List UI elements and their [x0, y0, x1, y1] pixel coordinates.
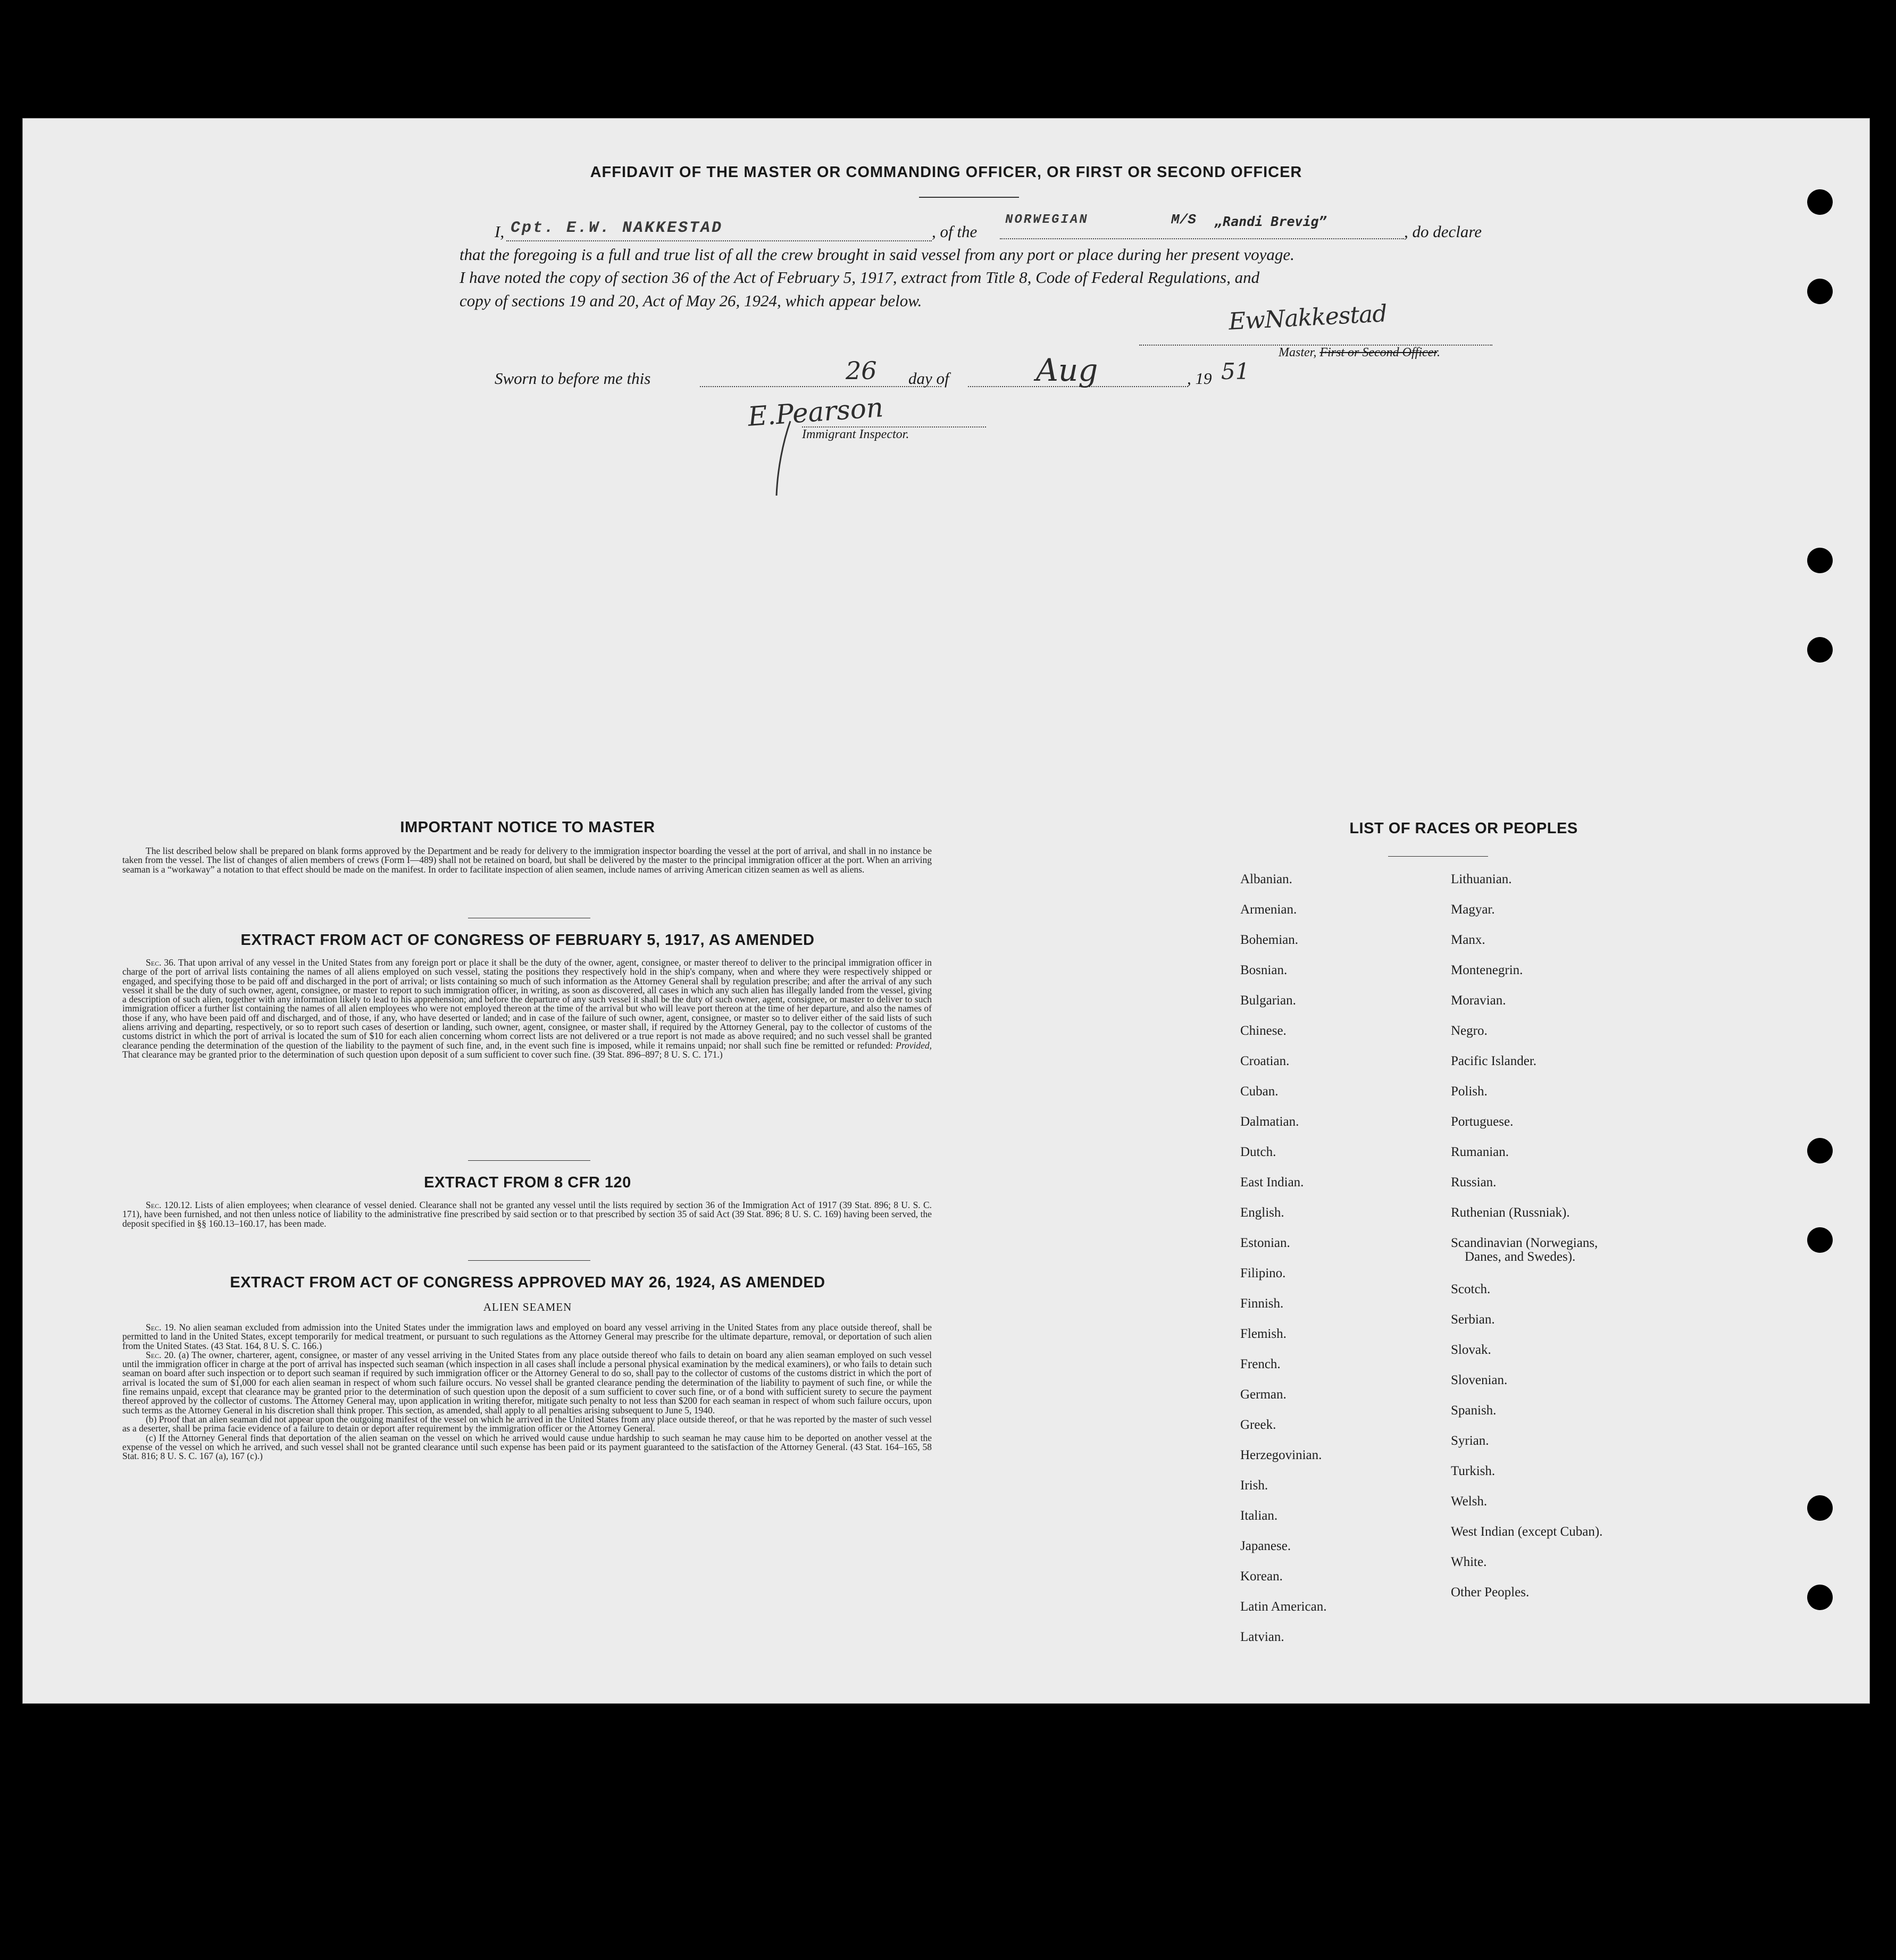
sec-20-label: Sec. 20.: [146, 1349, 176, 1360]
race-item-right: Polish.: [1451, 1084, 1488, 1099]
race-item-right: Slovak.: [1451, 1343, 1491, 1357]
race-item-left: Irish.: [1240, 1478, 1268, 1493]
races-divider: [1388, 856, 1488, 857]
day-of-label: day of: [908, 369, 949, 388]
inspector-label: Immigrant Inspector.: [802, 428, 909, 441]
race-item-right: Other Peoples.: [1451, 1585, 1530, 1599]
punch-hole: [1807, 189, 1833, 215]
race-item-left: East Indian.: [1240, 1175, 1304, 1190]
of-the-label: , of the: [932, 222, 978, 241]
race-item-right: Turkish.: [1451, 1464, 1496, 1478]
nationality-line: [1000, 238, 1404, 239]
race-item-left: Flemish.: [1240, 1327, 1287, 1341]
extract-1924-text: [122, 1323, 932, 1461]
sworn-day-line: [700, 386, 941, 387]
race-item-left: Filipino.: [1240, 1266, 1286, 1280]
master-label-block: [1279, 346, 1440, 360]
affidavit-line-4: copy of sections 19 and 20, Act of May 26, 1924, which appear below.: [460, 291, 922, 310]
races-title: LIST OF RACES OR PEOPLES: [1349, 820, 1578, 837]
race-item-left: Chinese.: [1240, 1024, 1287, 1038]
vessel-name: „Randi Brevig”: [1215, 214, 1327, 229]
struck-officer-label: First or Second Officer: [1319, 346, 1437, 359]
vessel-prefix: M/S: [1171, 212, 1196, 228]
race-item-left: Korean.: [1240, 1569, 1283, 1584]
inspector-signature: E.Pearson: [747, 392, 884, 432]
race-item-right: Magyar.: [1451, 902, 1495, 917]
sec-19-label: Sec. 19.: [146, 1322, 176, 1333]
cfr-divider: [468, 1260, 590, 1261]
punch-hole: [1807, 1495, 1833, 1521]
race-item-right: Moravian.: [1451, 993, 1506, 1008]
cfr-title: EXTRACT FROM 8 CFR 120: [424, 1174, 631, 1191]
sec-19-text: No alien seaman excluded from admission into the United States under the immigration laws and employed on board any vessel arriving in the United States from any place outside thereof, shall be permitted to land in the United States, except temporarily for medical treatment, or pursuant to such regulations as the Attorney General may prescribe for the ultimate departure, removal, or deportation of such alien from the United States. (43 Stat. 164, 8 U. S. C. 166.): [122, 1322, 932, 1351]
race-item-left: Bohemian.: [1240, 933, 1299, 947]
sec-36-text-end: That clearance may be granted prior to the determination of such question upon deposit of a sum sufficient to cover such fine. (39 Stat. 896–897; 8 U. S. C. 171.): [122, 1049, 723, 1060]
vessel-nationality: NORWEGIAN: [1005, 213, 1089, 227]
race-item-right: Rumanian.: [1451, 1145, 1509, 1159]
race-item-right: Serbian.: [1451, 1312, 1495, 1327]
name-line: [506, 240, 932, 241]
race-item-left: Armenian.: [1240, 902, 1297, 917]
notice-text: [122, 847, 932, 874]
race-item-left: Bulgarian.: [1240, 993, 1296, 1008]
notice-title: IMPORTANT NOTICE TO MASTER: [400, 819, 655, 836]
race-item-left: Cuban.: [1240, 1084, 1279, 1099]
race-item-right: Portuguese.: [1451, 1115, 1514, 1129]
document-page: [22, 118, 1870, 1704]
master-name: Cpt. E.W. NAKKESTAD: [511, 219, 723, 237]
punch-hole: [1807, 548, 1833, 573]
punch-hole: [1807, 1585, 1833, 1610]
cfr-text: [122, 1201, 932, 1228]
race-item-right: Lithuanian.: [1451, 872, 1512, 886]
punch-hole: [1807, 279, 1833, 304]
extract-1924-title: EXTRACT FROM ACT OF CONGRESS APPROVED MAY 26, 1924, AS AMENDED: [230, 1274, 825, 1291]
punch-hole: [1807, 1227, 1833, 1253]
sec-120-label: Sec. 120.12.: [146, 1200, 193, 1210]
officer-end: .: [1436, 346, 1440, 359]
race-item-left: German.: [1240, 1387, 1287, 1402]
sec-36-label: Sec. 36.: [146, 957, 176, 968]
affidavit-title: AFFIDAVIT OF THE MASTER OR COMMANDING OFFICER, OR FIRST OR SECOND OFFICER: [590, 164, 1302, 181]
sworn-day: 26: [846, 356, 877, 385]
provided-label: Provided,: [896, 1040, 932, 1051]
race-item-right: Danes, and Swedes).: [1465, 1250, 1576, 1264]
affidavit-line-2: that the foregoing is a full and true list of all the crew brought in said vessel from any port or place during her present voyage.: [460, 245, 1294, 264]
race-item-left: Herzegovinian.: [1240, 1448, 1322, 1462]
race-item-left: Bosnian.: [1240, 963, 1288, 977]
master-label: Master,: [1279, 346, 1320, 359]
race-item-right: Slovenian.: [1451, 1373, 1508, 1387]
affidavit-line-3: I have noted the copy of section 36 of the Act of February 5, 1917, extract from Title 8, Code of Federal Regulations, and: [460, 268, 1260, 287]
punch-hole: [1807, 637, 1833, 663]
race-item-left: Japanese.: [1240, 1539, 1291, 1553]
race-item-right: Syrian.: [1451, 1434, 1489, 1448]
year-prefix: , 19: [1187, 369, 1212, 388]
race-item-left: Greek.: [1240, 1418, 1276, 1432]
signature-flourish: [767, 416, 799, 501]
sec-20-a-text: (a) The owner, charterer, agent, consignee, or master of any vessel arriving in the United States from any place outside thereof who fails to detain on board any alien seaman employed on such vessel until the immigration officer in charge at the port of arrival has inspected such seaman (which inspection in all cases shall include a personal physical examination by the medical examiners), or who fails to detain such seaman on board after such inspection or to deport such seaman if required by such immigration officer or the Attorney General to do so, shall pay to the collector of customs of the customs district in which the port of arrival is located the sum of $1,000 for each alien seaman in respect of whom such failure occurs. No vessel shall be granted clearance pending the determination of the liability to payment of such fine, or while the fine remains unpaid, except that clearance may be granted prior to the determination of such question upon the deposit of a sum sufficient to cover such fine, or of a bond with sufficient surety to secure the payment thereof approved by the collector of customs. The Attorney General may, upon application in writing therefor, mitigate such penalty to not less than $200 for each seaman in respect of whom such failure occurs, upon such terms as the Attorney General in his discretion shall think proper. This section, as amended, shall apply to all penalties arising subsequent to June 5, 1940.: [122, 1349, 932, 1415]
race-item-right: Welsh.: [1451, 1494, 1488, 1509]
sec-36-text: That upon arrival of any vessel in the United States from any foreign port or place it shall be the duty of the owner, agent, consignee, or master thereof to deliver to the principal immigration officer in charge of the port of arrival lists containing the names of all aliens employed on such vessel, stating the positions they respectively hold in the ship's company, when and where they were respectively shipped or engaged, and specifying those to be paid off and discharged in the port of arrival; or lists containing so much of such information as the Attorney General shall by regulation prescribe; and after the arrival of any such vessel it shall be the duty of such owner, agent, consignee, or master to report to such immigration officer, in writing, as soon as discovered, all cases in which any such alien has illegally landed from the vessel, giving a description of such alien, together with any information likely to lead to his apprehension; and before the departure of any such vessel it shall be the duty of such owner, agent, consignee, or master to deliver to such immigration officer a further list containing the names of all alien employees who were not employed thereon at the time of the arrival but who will leave port thereon at the time of her departure, and also the names of those if any, who have been paid off and discharged, and of those, if any, who have deserted or landed; and in case of the failure of such owner, agent, consignee, or master so to deliver either of the said lists of such aliens arriving and departing, respectively, or so to report such cases of desertion or landing, such owner, agent, consignee, or master shall, if required by the Attorney General, pay to the collector of customs of the customs district in which the port of arrival is located the sum of $10 for each alien concerning whom correct lists are not delivered or a true report is not made as above required; and no such vessel shall be granted clearance pending the determination of the question of the liability to the payment of such fine, and, in the event such fine is imposed, while it remains unpaid; nor shall such fine be remitted or refunded:: [122, 957, 932, 1051]
race-item-right: Russian.: [1451, 1175, 1497, 1190]
race-item-left: Latvian.: [1240, 1630, 1284, 1644]
race-item-right: Manx.: [1451, 933, 1485, 947]
race-item-left: Croatian.: [1240, 1054, 1290, 1068]
race-item-left: French.: [1240, 1357, 1281, 1371]
sec-20-b-text: (b) Proof that an alien seaman did not appear upon the outgoing manifest of the vessel on which he arrived in the United States from any place outside thereof, or that he was reported by the master of such vessel as a deserter, shall be prima facie evidence of a failure to detain or deport after requirement by the immigration officer or the Attorney General.: [122, 1413, 932, 1434]
race-item-left: Dutch.: [1240, 1145, 1276, 1159]
extract-1917-title: EXTRACT FROM ACT OF CONGRESS OF FEBRUARY 5, 1917, AS AMENDED: [240, 932, 815, 949]
race-item-right: Scandinavian (Norwegians,: [1451, 1236, 1598, 1250]
race-item-left: Estonian.: [1240, 1236, 1290, 1250]
race-item-right: Spanish.: [1451, 1403, 1497, 1418]
race-item-right: White.: [1451, 1555, 1487, 1569]
do-declare-label: , do declare: [1404, 222, 1482, 241]
sworn-month: Aug: [1036, 352, 1098, 388]
race-item-left: Finnish.: [1240, 1296, 1284, 1311]
race-item-right: Negro.: [1451, 1024, 1488, 1038]
race-item-right: Montenegrin.: [1451, 963, 1523, 977]
notice-paragraph: The list described below shall be prepared on blank forms approved by the Department and be ready for delivery to the immigration inspector boarding the vessel at the port of arrival, and shall in no instance be taken from the vessel. The list of changes of alien members of crews (Form I—489) shall not be retained on board, but shall be delivered by the master to the principal immigration officer at the port. When an arriving seaman is a “workaway” a notation to that effect should be made on the manifest. In order to facilitate inspection of alien seamen, include names of arriving American citizen seamen as well as aliens.: [122, 845, 932, 875]
alien-seamen-subtitle: ALIEN SEAMEN: [483, 1301, 572, 1313]
sworn-label: Sworn to before me this: [495, 369, 651, 388]
punch-hole: [1807, 1138, 1833, 1163]
extract-1917-divider: [468, 1160, 590, 1161]
race-item-left: English.: [1240, 1205, 1284, 1220]
race-item-left: Italian.: [1240, 1509, 1278, 1523]
race-item-right: West Indian (except Cuban).: [1451, 1525, 1603, 1539]
master-signature: EwNakkestad: [1227, 300, 1388, 336]
sec-20-c-text: (c) If the Attorney General finds that deportation of the alien seaman on the vessel on which he arrived would cause undue hardship to such seaman he may cause him to be deported on another vessel at the expense of the vessel on which he arrived, and such vessel shall not be granted clearance until such expense has been paid or its payment guaranteed to the satisfaction of the Attorney General. (43 Stat. 164–165, 58 Stat. 816; 8 U. S. C. 167 (a), 167 (c).): [122, 1432, 932, 1462]
race-item-right: Pacific Islander.: [1451, 1054, 1537, 1068]
affidavit-i-label: I,: [495, 222, 505, 241]
race-item-left: Latin American.: [1240, 1599, 1327, 1614]
sworn-year: 51: [1221, 358, 1250, 384]
race-item-left: Albanian.: [1240, 872, 1292, 886]
title-divider: [919, 197, 1019, 198]
race-item-right: Ruthenian (Russniak).: [1451, 1205, 1570, 1220]
race-item-left: Dalmatian.: [1240, 1115, 1299, 1129]
race-item-right: Scotch.: [1451, 1282, 1491, 1296]
sec-120-text: Lists of alien employees; when clearance of vessel denied. Clearance shall not be granted any vessel until the lists required by section 36 of the Immigration Act of 1917 (39 Stat. 896; 8 U. S. C. 171), have been furnished, and not then unless notice of liability to the administrative fine prescribed by said section or to that prescribed by section 35 of said Act (39 Stat. 896; 8 U. S. C. 169) having been served, the deposit specified in §§ 160.13–160.17, has been made.: [122, 1200, 932, 1229]
extract-1917-text: [122, 958, 932, 1059]
